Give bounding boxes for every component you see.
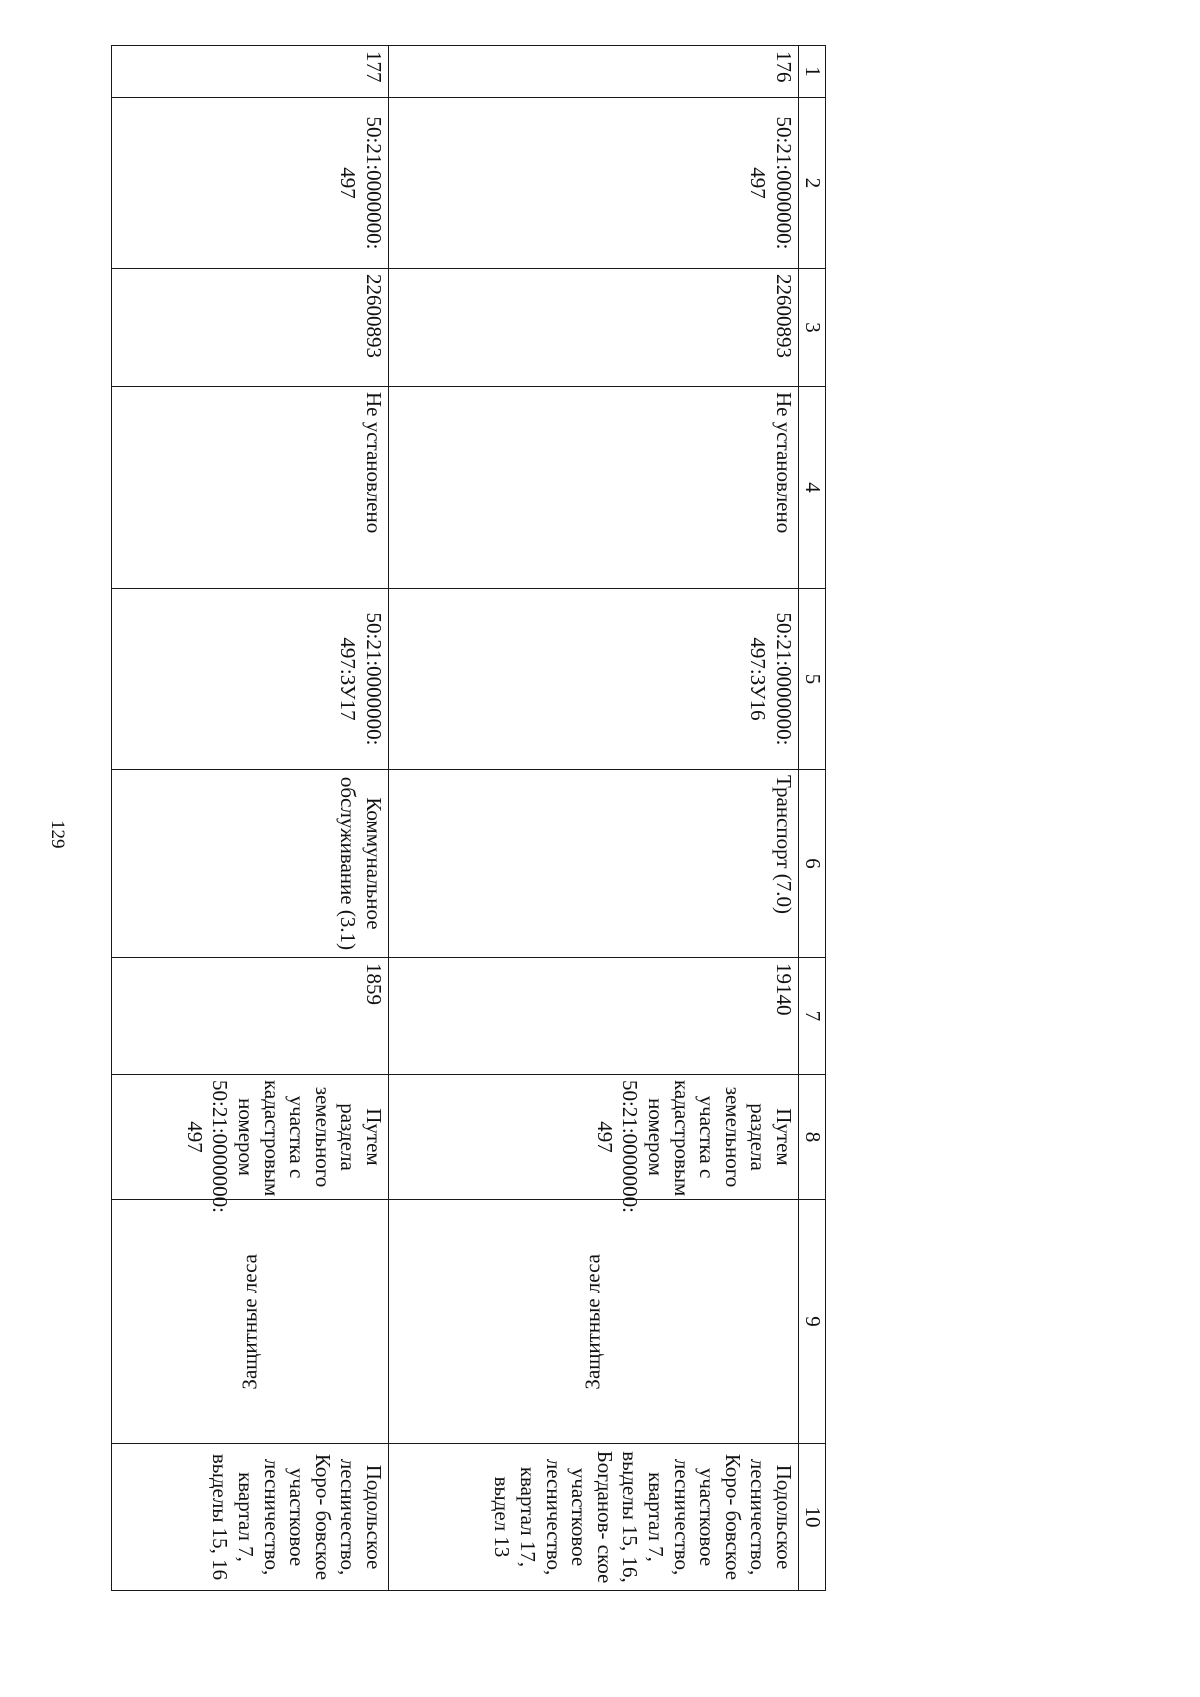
forest-category-cell bbox=[112, 1200, 389, 1444]
permitted-use: Коммунальное обслуживание (3.1) bbox=[112, 770, 389, 958]
land-plots-table bbox=[111, 45, 826, 1591]
plot-designation: 50:21:0000000: 497:ЗУ17 bbox=[112, 589, 389, 770]
header-cell: 10 bbox=[799, 1444, 826, 1591]
header-row bbox=[799, 46, 826, 1591]
cadastral-number: 50:21:0000000: 497 bbox=[389, 98, 799, 269]
header-cell: 2 bbox=[799, 98, 826, 269]
row-number: 177 bbox=[112, 46, 389, 98]
table-row bbox=[112, 46, 389, 1591]
header-cell: 5 bbox=[799, 589, 826, 770]
formation-method: Путем раздела земельного участка с кадастровым номером 50:21:0000000: 497 bbox=[389, 1075, 799, 1200]
row-number: 176 bbox=[389, 46, 799, 98]
page-number: 129 bbox=[47, 820, 68, 849]
plot-designation: 50:21:0000000: 497:ЗУ16 bbox=[389, 589, 799, 770]
area-value: 22600893 bbox=[112, 269, 389, 387]
category-cell: Не установлено bbox=[389, 387, 799, 589]
header-cell: 4 bbox=[799, 387, 826, 589]
header-cell: 6 bbox=[799, 770, 826, 958]
forest-location: Подольское лесничество, Коро- бовское участковое лесничество, квартал 7, выделы 15, 16, Богданов- ское участковое лесничество, квартал 17, выдел 13 bbox=[389, 1444, 799, 1591]
header-cell: 9 bbox=[799, 1200, 826, 1444]
formation-method: Путем раздела земельного участка с кадастровым номером 50:21:0000000: 497 bbox=[112, 1075, 389, 1200]
table-container bbox=[121, 45, 826, 1590]
forest-category: Защитные леса bbox=[580, 1253, 605, 1390]
table-row bbox=[389, 46, 799, 1591]
cadastral-number: 50:21:0000000: 497 bbox=[112, 98, 389, 269]
category-cell: Не установлено bbox=[112, 387, 389, 589]
permitted-use: Транспорт (7.0) bbox=[389, 770, 799, 958]
header-cell: 7 bbox=[799, 958, 826, 1075]
header-cell: 3 bbox=[799, 269, 826, 387]
area-value: 22600893 bbox=[389, 269, 799, 387]
forest-category-cell bbox=[389, 1200, 799, 1444]
header-cell: 8 bbox=[799, 1075, 826, 1200]
plot-area: 1859 bbox=[112, 958, 389, 1075]
plot-area: 19140 bbox=[389, 958, 799, 1075]
forest-location: Подольское лесничество, Коро- бовское участковое лесничество, квартал 7, выделы 15, 16 bbox=[112, 1444, 389, 1591]
header-cell: 1 bbox=[799, 46, 826, 98]
forest-category: Защитные леса bbox=[237, 1253, 262, 1390]
